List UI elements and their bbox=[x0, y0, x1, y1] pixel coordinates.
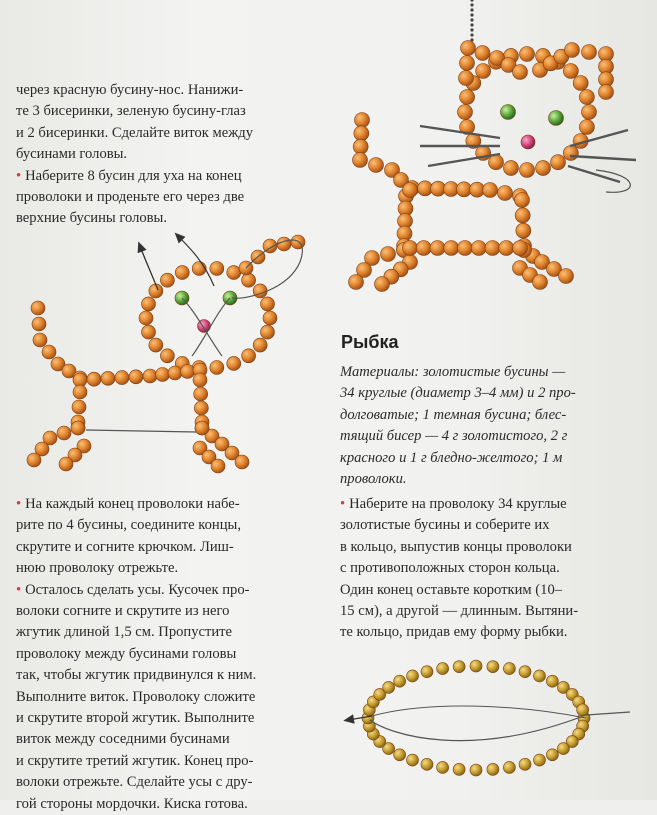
step-line: жгутик длиной 1,5 см. Пропустите bbox=[16, 624, 233, 641]
step-line: с противоположных сторон кольца. bbox=[340, 560, 560, 577]
bead bbox=[565, 43, 580, 58]
bead bbox=[487, 661, 499, 673]
chain-link bbox=[470, 28, 473, 31]
bead bbox=[437, 663, 449, 675]
bead bbox=[354, 126, 369, 141]
bead bbox=[31, 301, 45, 315]
bead bbox=[515, 193, 530, 208]
step-line: в кольцо, выпустив концы проволоки bbox=[340, 538, 572, 555]
step-line: Осталось сделать усы. Кусочек про- bbox=[25, 581, 250, 598]
bead bbox=[27, 453, 41, 467]
bead bbox=[582, 45, 597, 60]
intro-line: и 2 бисеринки. Сделайте виток между bbox=[16, 124, 254, 141]
bead bbox=[369, 158, 384, 173]
bead bbox=[193, 373, 207, 387]
step-line: рите по 4 бусины, соедините концы, bbox=[16, 517, 241, 534]
step-line: и скрутите второй жгутик. Выполните bbox=[16, 710, 255, 727]
bead bbox=[546, 749, 558, 761]
bead bbox=[42, 345, 56, 359]
bead bbox=[260, 297, 274, 311]
bead bbox=[253, 284, 267, 298]
bead bbox=[559, 269, 574, 284]
step-line: гой стороны мордочки. Киска готова. bbox=[16, 795, 248, 812]
bullet-icon: • bbox=[16, 496, 22, 512]
bead bbox=[353, 153, 368, 168]
step-line: волоки отрежьте. Сделайте усы с дру- bbox=[16, 774, 253, 791]
step-line: 15 см), а другой — длинным. Вытяни- bbox=[340, 603, 579, 620]
bead bbox=[235, 455, 249, 469]
chain-link bbox=[470, 3, 473, 6]
bead bbox=[444, 241, 459, 256]
bead bbox=[430, 241, 445, 256]
step-line: Выполните виток. Проволоку сложите bbox=[16, 688, 256, 705]
chain-link bbox=[470, 8, 473, 11]
bead bbox=[459, 71, 474, 86]
arrow-icon bbox=[140, 246, 158, 290]
step-line: так, чтобы жгутик придвинулся к ним. bbox=[16, 667, 257, 684]
bead bbox=[383, 681, 395, 693]
bead bbox=[416, 241, 431, 256]
bead bbox=[263, 311, 277, 325]
bead bbox=[73, 385, 87, 399]
bead bbox=[519, 758, 531, 770]
bead bbox=[577, 704, 589, 716]
bead bbox=[175, 266, 189, 280]
bead bbox=[129, 370, 143, 384]
chain-link bbox=[470, 18, 473, 21]
step-line: золотистые бусины и соберите их bbox=[340, 517, 550, 534]
bead bbox=[355, 113, 370, 128]
step-line: Наберите на проволоку 34 круглые bbox=[349, 496, 567, 512]
intro-line: через красную бусину-нос. Нанижи- bbox=[16, 82, 244, 98]
bead bbox=[277, 237, 291, 251]
bead bbox=[72, 400, 86, 414]
chain-link bbox=[470, 33, 473, 36]
bead bbox=[520, 163, 535, 178]
bead bbox=[563, 146, 578, 161]
materials-line: Материалы: золотистые бусины — bbox=[340, 364, 566, 380]
ear-step-line: Наберите 8 бусин для уха на конец bbox=[25, 167, 242, 184]
chain-link bbox=[470, 23, 473, 26]
bead bbox=[573, 76, 588, 91]
bead bbox=[160, 349, 174, 363]
bead bbox=[485, 241, 500, 256]
step-line: На каждый конец проволоки набе- bbox=[25, 496, 240, 512]
bead bbox=[563, 63, 578, 78]
bead bbox=[160, 273, 174, 287]
intro-line: те 3 бисеринки, зеленую бусину-глаз bbox=[16, 103, 246, 120]
step-line: проволоку между бусинами головы bbox=[16, 645, 237, 662]
bead bbox=[533, 754, 545, 766]
bead bbox=[461, 41, 476, 56]
bead bbox=[453, 763, 465, 775]
bead bbox=[503, 663, 515, 675]
bead bbox=[460, 89, 475, 104]
bead bbox=[394, 675, 406, 687]
bead bbox=[458, 105, 473, 120]
bead bbox=[253, 338, 267, 352]
bead bbox=[71, 421, 85, 435]
step-line: нюю проволоку отрежьте. bbox=[16, 560, 179, 577]
bead bbox=[489, 155, 504, 170]
bead bbox=[211, 459, 225, 473]
bead bbox=[375, 277, 390, 292]
bead bbox=[551, 155, 566, 170]
bead bbox=[32, 317, 46, 331]
bead bbox=[516, 223, 531, 238]
eye-bead bbox=[549, 111, 564, 126]
wire bbox=[420, 126, 500, 166]
bead bbox=[533, 275, 548, 290]
bead bbox=[168, 366, 182, 380]
bead bbox=[194, 387, 208, 401]
bead bbox=[192, 262, 206, 276]
intro-line: бусинами головы. bbox=[16, 146, 128, 163]
bead bbox=[260, 325, 274, 339]
bead bbox=[513, 65, 528, 80]
bead bbox=[513, 241, 528, 256]
bead bbox=[403, 241, 418, 256]
bead bbox=[142, 297, 156, 311]
bead bbox=[143, 369, 157, 383]
bullet-icon: • bbox=[16, 167, 22, 184]
bead bbox=[195, 421, 209, 435]
bead bbox=[353, 139, 368, 154]
bead bbox=[520, 47, 535, 62]
bead bbox=[407, 670, 419, 682]
bead bbox=[579, 120, 594, 135]
wire bbox=[370, 712, 630, 741]
bead bbox=[33, 333, 47, 347]
bead bbox=[403, 183, 418, 198]
bead bbox=[519, 666, 531, 678]
ear-step-line: верхние бусины головы. bbox=[16, 210, 167, 227]
wire bbox=[372, 706, 586, 718]
bead bbox=[471, 241, 486, 256]
bullet-icon: • bbox=[16, 581, 22, 598]
bead bbox=[453, 661, 465, 673]
step-line: те кольцо, придав ему форму рыбки. bbox=[340, 624, 568, 641]
nose-bead bbox=[521, 135, 535, 149]
bead bbox=[242, 349, 256, 363]
cat-in-progress-illustration bbox=[27, 235, 305, 473]
materials-line: долговатые; 1 темная бусина; блес- bbox=[340, 406, 567, 423]
bead bbox=[381, 247, 396, 262]
bead bbox=[394, 749, 406, 761]
materials-line: тящий бисер — 4 г золотистого, 2 г bbox=[340, 428, 568, 445]
chain-link bbox=[470, 0, 473, 2]
bead bbox=[181, 365, 195, 379]
bead bbox=[349, 275, 364, 290]
bead bbox=[194, 401, 208, 415]
chain-link bbox=[470, 13, 473, 16]
bead bbox=[579, 89, 594, 104]
materials-line: красного и 1 г бледно-желтого; 1 м bbox=[340, 449, 563, 466]
bead bbox=[515, 208, 530, 223]
bead bbox=[87, 372, 101, 386]
step-line: и скрутите третий жгутик. Конец про- bbox=[16, 752, 254, 769]
bead bbox=[115, 371, 129, 385]
materials-line: 34 круглые (диаметр 3–4 мм) и 2 про- bbox=[340, 385, 576, 402]
bead bbox=[476, 63, 491, 78]
bead bbox=[210, 262, 224, 276]
bead bbox=[533, 670, 545, 682]
cat-finished-illustration bbox=[349, 0, 637, 292]
bead bbox=[546, 675, 558, 687]
bead bbox=[242, 273, 256, 287]
bead bbox=[458, 241, 473, 256]
bead bbox=[470, 660, 482, 672]
bead bbox=[227, 356, 241, 370]
fish-heading: Рыбка bbox=[341, 332, 399, 352]
materials-line: проволоки. bbox=[340, 471, 407, 488]
bead bbox=[487, 763, 499, 775]
bead bbox=[142, 325, 156, 339]
step-line: скрутите и согните крючком. Лиш- bbox=[16, 538, 234, 555]
bead bbox=[227, 266, 241, 280]
bead bbox=[407, 754, 419, 766]
bead bbox=[582, 105, 597, 120]
bead bbox=[139, 311, 153, 325]
bead bbox=[460, 56, 475, 71]
bead bbox=[475, 46, 490, 61]
step-line: волоки согните и скрутите из него bbox=[16, 603, 230, 620]
step-line: виток между соседними бусинами bbox=[16, 731, 230, 748]
bead bbox=[421, 666, 433, 678]
bead bbox=[59, 457, 73, 471]
step-line: Один конец оставьте коротким (10– bbox=[340, 581, 563, 598]
bead bbox=[57, 426, 71, 440]
bead bbox=[499, 241, 514, 256]
bead bbox=[149, 338, 163, 352]
wire bbox=[86, 430, 196, 432]
bead bbox=[210, 360, 224, 374]
bead bbox=[503, 161, 518, 176]
bead bbox=[421, 758, 433, 770]
bead bbox=[599, 85, 614, 100]
bead bbox=[498, 186, 513, 201]
bead bbox=[470, 764, 482, 776]
bead bbox=[503, 761, 515, 773]
bead bbox=[101, 371, 115, 385]
bullet-icon: • bbox=[340, 496, 346, 512]
bead bbox=[483, 183, 498, 198]
eye-bead bbox=[501, 105, 516, 120]
bead bbox=[536, 161, 551, 176]
bead bbox=[557, 743, 569, 755]
ear-step-line: проволоки и проденьте его через две bbox=[16, 189, 245, 206]
fish-ring-illustration bbox=[348, 660, 630, 776]
bead bbox=[156, 368, 170, 382]
bead bbox=[437, 761, 449, 773]
